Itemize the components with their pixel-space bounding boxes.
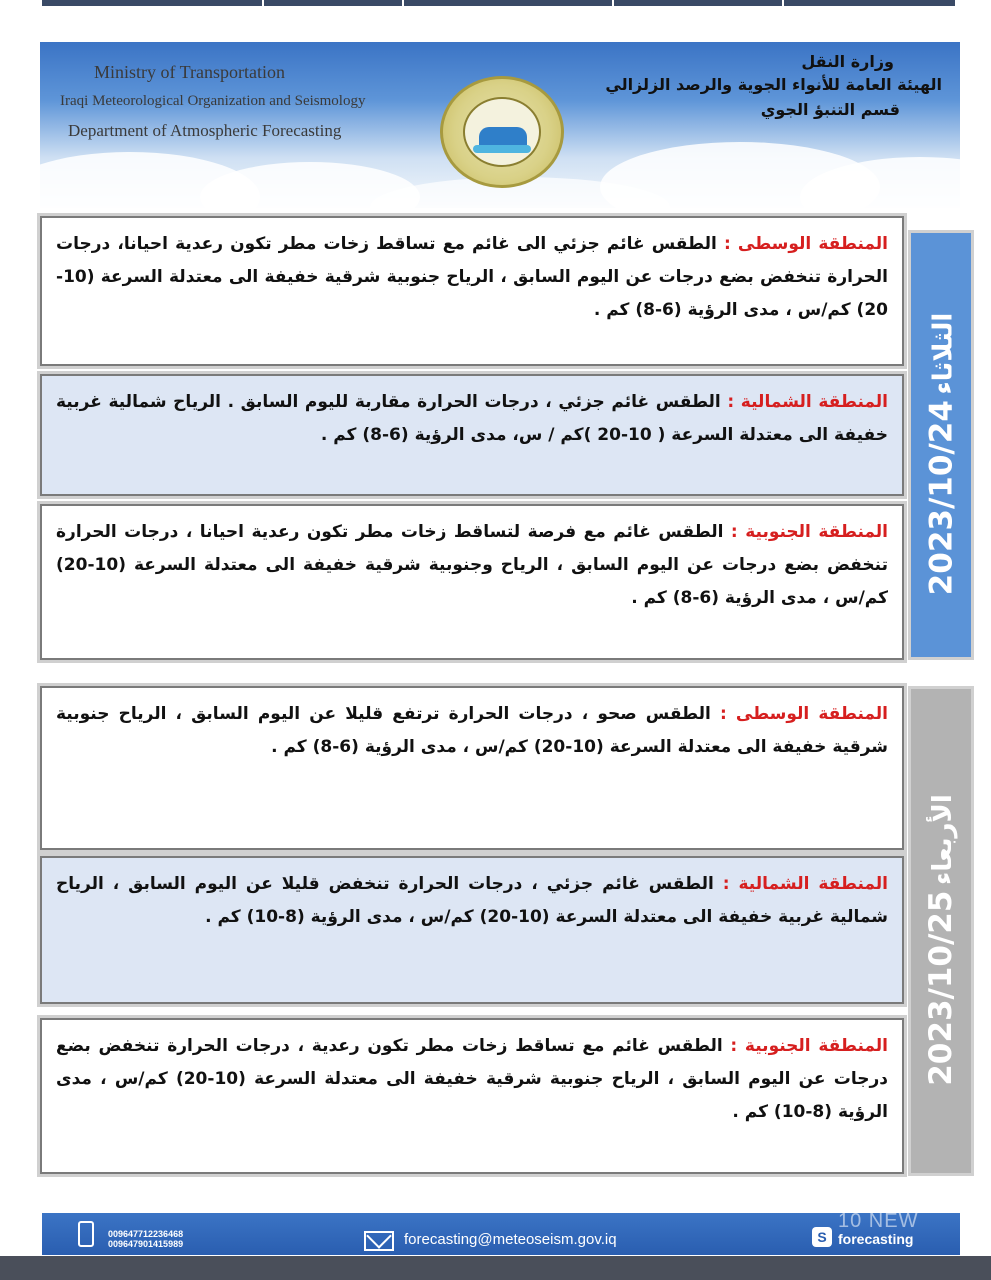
strip-divider [402, 0, 404, 6]
region-label: المنطقة الوسطى : [719, 704, 888, 724]
forecast-text: الطقس صحو ، درجات الحرارة ترتفع قليلا عن اليوم السابق ، الرياح جنوبية شرقية خفيفة الى معتدلة السرعة (10-20) كم/س ، مدى الرؤية (6-8) كم . [56, 704, 888, 757]
day-name: الثلاثاء [928, 312, 959, 395]
arabic-letterhead [605, 52, 942, 119]
forecast-card-central [40, 216, 904, 366]
ministry-name-ar: وزارة النقل [801, 52, 894, 71]
forecast-card-south [40, 1018, 904, 1174]
day-name: الأربعاء [928, 794, 959, 885]
organization-name-ar: الهيئة العامة للأنواء الجوية والرصد الزلزالي [605, 75, 942, 94]
forecast-text: الطقس غائم جزئي الى غائم مع تساقط زخات مطر تكون رعدية احيانا، درجات الحرارة تنخفض بضع درجات عن اليوم السابق ، الرياح جنوبية شرقية خفيفة الى معتدلة السرعة (10-20) كم/س ، مدى الرؤية (6-8) كم . [56, 234, 888, 320]
department-name: Department of Atmospheric Forecasting [68, 121, 342, 140]
skype-handle: forecasting [838, 1231, 914, 1247]
forecast-date: 2023/10/25 [923, 890, 960, 1086]
forecast-card-central [40, 686, 904, 850]
top-strip-bar [42, 0, 955, 6]
region-label: المنطقة الجنوبية : [730, 522, 889, 542]
forecast-card-north [40, 856, 904, 1004]
day-bar-wednesday [908, 686, 974, 1176]
region-label: المنطقة الشمالية : [727, 392, 888, 412]
forecast-text: الطقس غائم مع فرصة لتساقط زخات مطر تكون رعدية احيانا ، درجات الحرارة تنخفض بضع درجات عن اليوم السابق ، الرياح وجنوبية شرقية خفيفة الى معتدلة السرعة (10-20) كم/س ، مدى الرؤية (6-8) كم . [56, 522, 888, 608]
mail-icon [364, 1231, 394, 1251]
contact-footer [42, 1213, 960, 1255]
department-name-ar: قسم التنبؤ الجوي [760, 100, 900, 119]
ministry-name: Ministry of Transportation [94, 62, 286, 82]
region-label: المنطقة الجنوبية : [730, 1036, 889, 1056]
watermark-text: 10 NEW [838, 1210, 919, 1232]
region-label: المنطقة الشمالية : [722, 874, 889, 894]
email-address: forecasting@meteoseism.gov.iq [404, 1231, 617, 1248]
bottom-strip [0, 1256, 991, 1280]
logo-water [473, 145, 531, 153]
day-bar-tuesday [908, 230, 974, 660]
strip-divider [782, 0, 784, 6]
organization-logo [440, 76, 564, 188]
day-label [923, 776, 959, 1086]
day-label [923, 295, 959, 596]
forecast-text: الطقس غائم مع تساقط زخات مطر تكون رعدية ، درجات الحرارة تنخفض بضع درجات عن اليوم السابق ، الرياح جنوبية شرقية خفيفة الى معتدلة السرعة (10-20) كم/س ، مدى الرؤية (8-10) كم . [56, 1036, 888, 1122]
phone-number: 009647901415989 [108, 1239, 184, 1249]
forecast-card-south [40, 504, 904, 660]
letterhead-banner [40, 42, 960, 208]
forecast-day-2 [40, 686, 980, 1182]
forecast-day-1 [40, 216, 980, 662]
forecast-text: الطقس غائم جزئي ، درجات الحرارة مقاربة لليوم السابق . الرياح شمالية غربية خفيفة الى معتدلة السرعة ( 10-20 )كم / س، مدى الرؤية (6-8) كم . [56, 392, 888, 445]
english-letterhead [60, 58, 365, 145]
forecast-date: 2023/10/24 [923, 400, 960, 596]
phone-numbers [108, 1229, 183, 1249]
forecast-text: الطقس غائم جزئي ، درجات الحرارة تنخفض قليلا عن اليوم السابق ، الرياح شمالية غربية خفيفة الى معتدلة السرعة (10-20) كم/س ، مدى الرؤية (8-10) كم . [56, 874, 888, 927]
phone-number: 009647712236468 [108, 1229, 184, 1239]
region-label: المنطقة الوسطى : [723, 234, 888, 254]
strip-divider [262, 0, 264, 6]
top-strip [0, 0, 991, 20]
organization-name: Iraqi Meteorological Organization and Seismology [60, 93, 366, 109]
logo-emblem [463, 97, 541, 167]
strip-divider [612, 0, 614, 6]
skype-icon: S [812, 1227, 832, 1247]
forecast-card-north [40, 374, 904, 496]
phone-icon [78, 1221, 94, 1247]
